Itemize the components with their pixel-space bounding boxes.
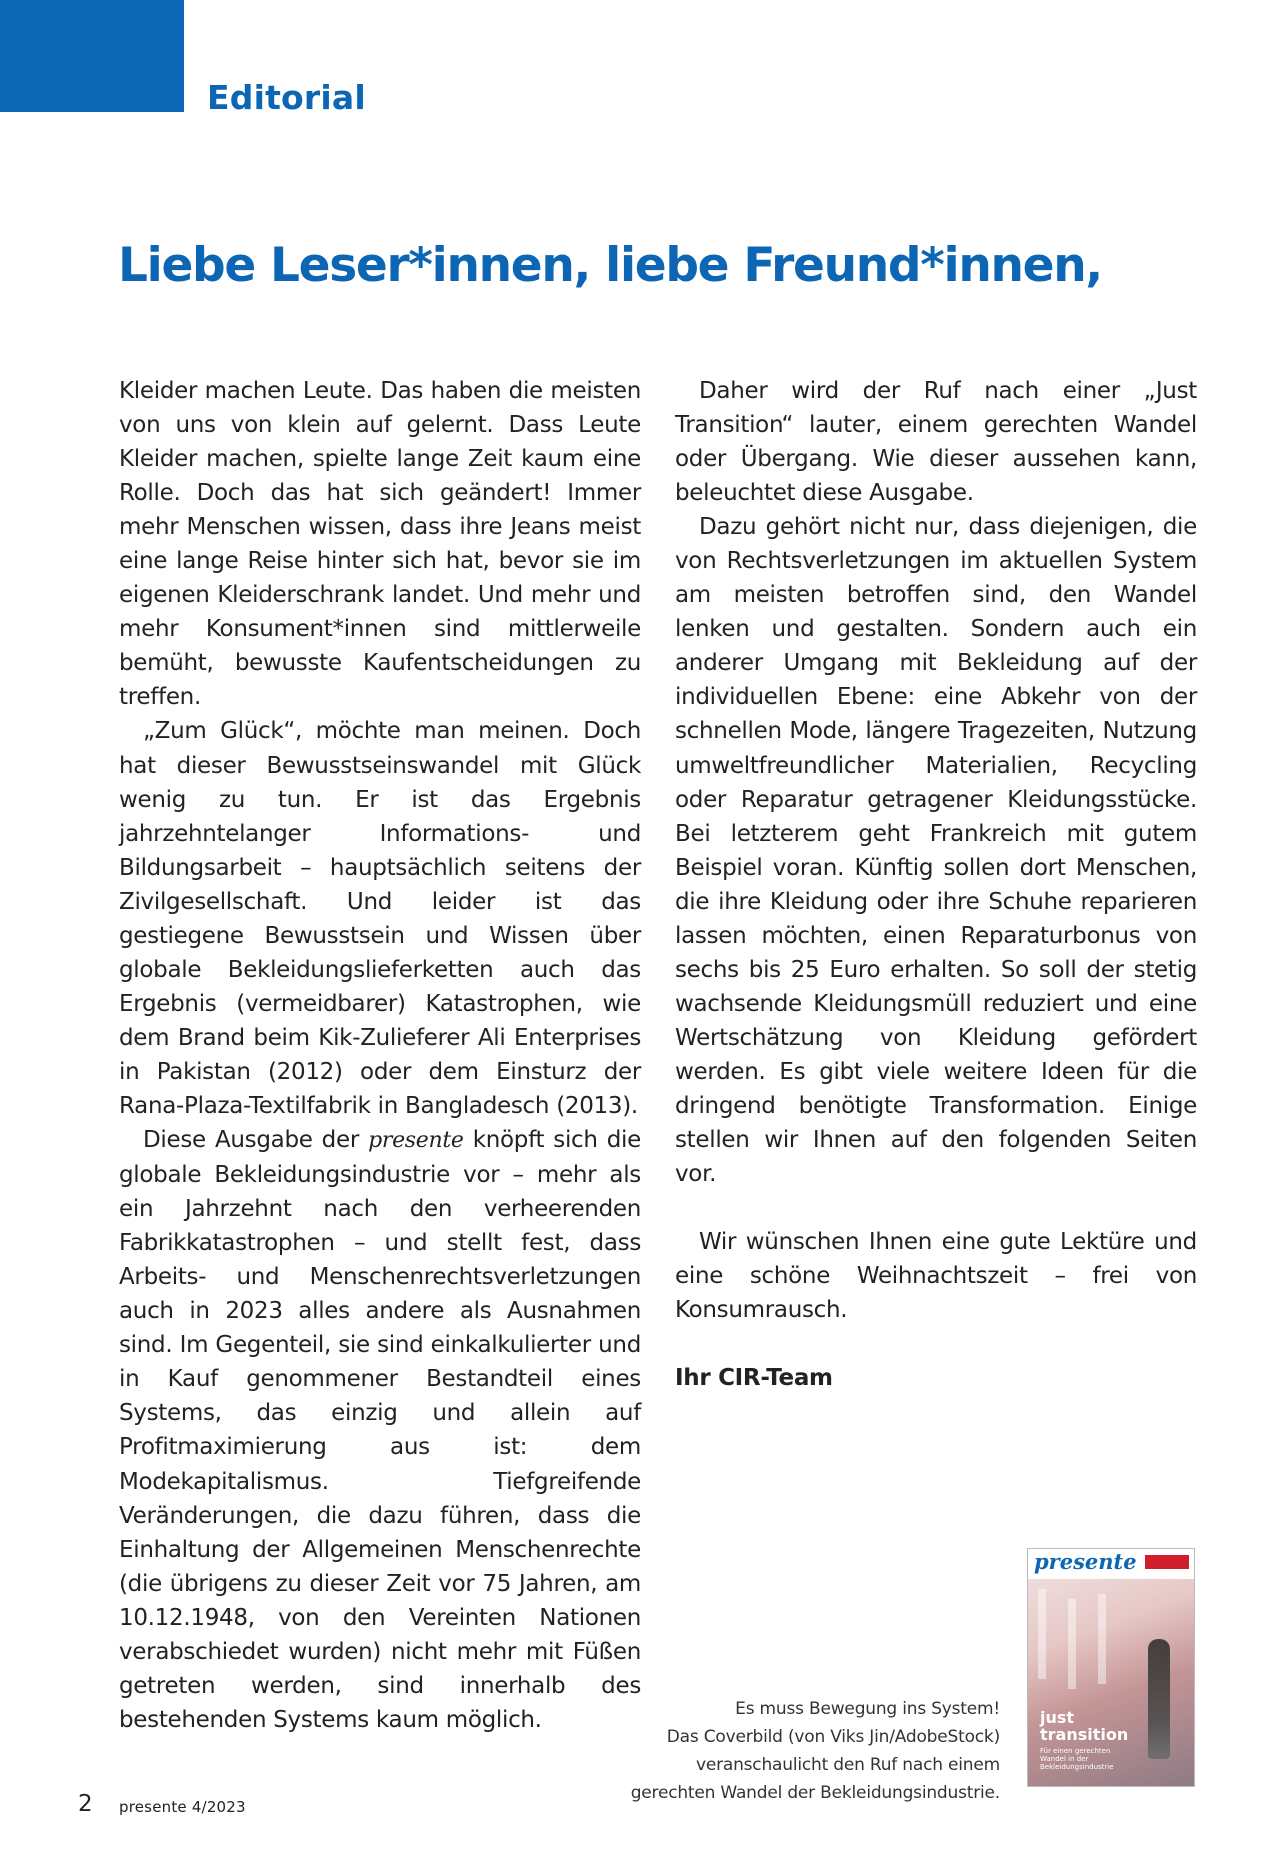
cover-walking-figure	[1148, 1639, 1170, 1759]
paragraph-5: Dazu gehört nicht nur, dass diejenigen, die von Rechtsverletzungen im aktuellen System am meisten betroffen sind, den Wandel lenken und gestalten. Sondern auch ein anderer Umgang mit Bekleidung auf der individuellen Ebene: eine Abkehr von der schnellen Mode, längere Tragezeiten, Nutzung umweltfreundlicher Materialien, Recycling oder Reparatur getragener Kleidungsstücke. Bei letzterem geht Frankreich mit gutem Beispiel voran. Künftig sollen dort Menschen, die ihre Kleidung oder ihre Schuhe reparieren lassen möchten, einen Reparaturbonus von sechs bis 25 Euro erhalten. So soll der stetig wachsende Kleidungsmüll reduziert und eine Wertschätzung von Kleidung gefördert werden. Es gibt viele weitere Ideen für die dringend benötigte Transformation. Einige stellen wir Ihnen auf den folgenden Seiten vor.	[675, 514, 1197, 1188]
caption-line: veranschaulicht den Ruf nach einem	[695, 1755, 1000, 1775]
cover-subtitle: Für einen gerechten Wandel in der Bekleidungsindustrie	[1040, 1747, 1114, 1771]
caption-line: gerechten Wandel der Bekleidungsindustrie.	[630, 1783, 1000, 1803]
cover-headline-line: transition	[1040, 1725, 1129, 1744]
caption-line: Es muss Bewegung ins System!	[735, 1699, 1000, 1719]
paragraph-1: Kleider machen Leute. Das haben die meisten von uns von klein auf gelernt. Dass Leute Kleider machen, spielte lange Zeit kaum eine Rolle. Doch das hat sich geändert! Immer mehr Menschen wissen, dass ihre Jeans meist eine lange Reise hinter sich hat, bevor sie im eigenen Kleiderschrank landet. Und mehr und mehr Konsument*innen sind mittlerweile bemüht, bewusste Kaufentscheidungen zu treffen.	[119, 378, 641, 711]
cover-masthead	[1028, 1549, 1194, 1579]
page-number: 2	[78, 1791, 93, 1817]
paragraph-3-rest: knöpft sich die globale Bekleidungsindustrie vor – mehr als ein Jahrzehnt nach den verheerenden Fabrikkatastrophen – und stellt fest, dass Arbeits- und Menschenrechtsverletzungen auch in 2023 alles andere als Ausnahmen sind. Im Gegenteil, sie sind einkalkulierter und in Kauf genommener Bestandteil eines Systems, das einzig und allein auf Profitmaximierung aus ist: dem Modekapitalismus. Tiefgreifende Veränderungen, die dazu führen, dass die Einhaltung der Allgemeinen Menschenrechte (die übrigens zu dieser Zeit vor 75 Jahren, am 10.12.1948, von den Vereinten Nationen verabschiedet wurden) nicht mehr mit Füßen getreten werden, sind innerhalb des bestehenden Systems kaum möglich.	[119, 1127, 641, 1733]
paragraph-3	[119, 1123, 641, 1737]
cover-headline	[1040, 1709, 1128, 1743]
paragraph-4: Daher wird der Ruf nach einer „Just Transition“ lauter, einem gerechten Wandel oder Übergang. Wie dieser aussehen kann, beleuchtet diese Ausgabe.	[675, 378, 1197, 507]
cover-background-shape	[1068, 1599, 1076, 1689]
magazine-name-emphasis: presente	[368, 1128, 464, 1154]
signature: Ihr CIR-Team	[675, 1365, 833, 1392]
body-column-left	[119, 374, 641, 1737]
cover-background-shape	[1038, 1589, 1046, 1679]
cover-thumbnail	[1027, 1548, 1195, 1787]
section-label: Editorial	[207, 78, 366, 117]
paragraph-3-start: Diese Ausgabe der	[143, 1127, 369, 1154]
footer-publication: presente 4/2023	[119, 1798, 246, 1816]
cover-caption	[631, 1695, 1000, 1807]
cover-headline-line: just	[1040, 1708, 1075, 1727]
caption-line: Das Coverbild (von Viks Jin/AdobeStock)	[666, 1727, 1000, 1747]
paragraph-2: „Zum Glück“, möchte man meinen. Doch hat dieser Bewusstseinswandel mit Glück wenig zu tun. Er ist das Ergebnis jahrzehntelanger Informations- und Bildungsarbeit – hauptsächlich seitens der Zivilgesellschaft. Und leider ist das gestiegene Bewusstsein und Wissen über globale Bekleidungslieferketten auch das Ergebnis (vermeidbarer) Katastrophen, wie dem Brand beim Kik-Zulieferer Ali Enterprises in Pakistan (2012) oder dem Einsturz der Rana-Plaza-Textilfabrik in Bangladesch (2013).	[119, 718, 641, 1119]
cover-title: presente	[1034, 1549, 1137, 1574]
body-column-right	[675, 374, 1197, 1395]
header-color-block	[0, 0, 184, 112]
cir-logo	[1145, 1555, 1189, 1569]
closing-paragraph: Wir wünschen Ihnen eine gute Lektüre und eine schöne Weihnachtszeit – frei von Konsumrausch.	[675, 1229, 1197, 1324]
cover-background-shape	[1098, 1594, 1106, 1684]
page-title: Liebe Leser*innen, liebe Freund*innen,	[118, 238, 1102, 293]
